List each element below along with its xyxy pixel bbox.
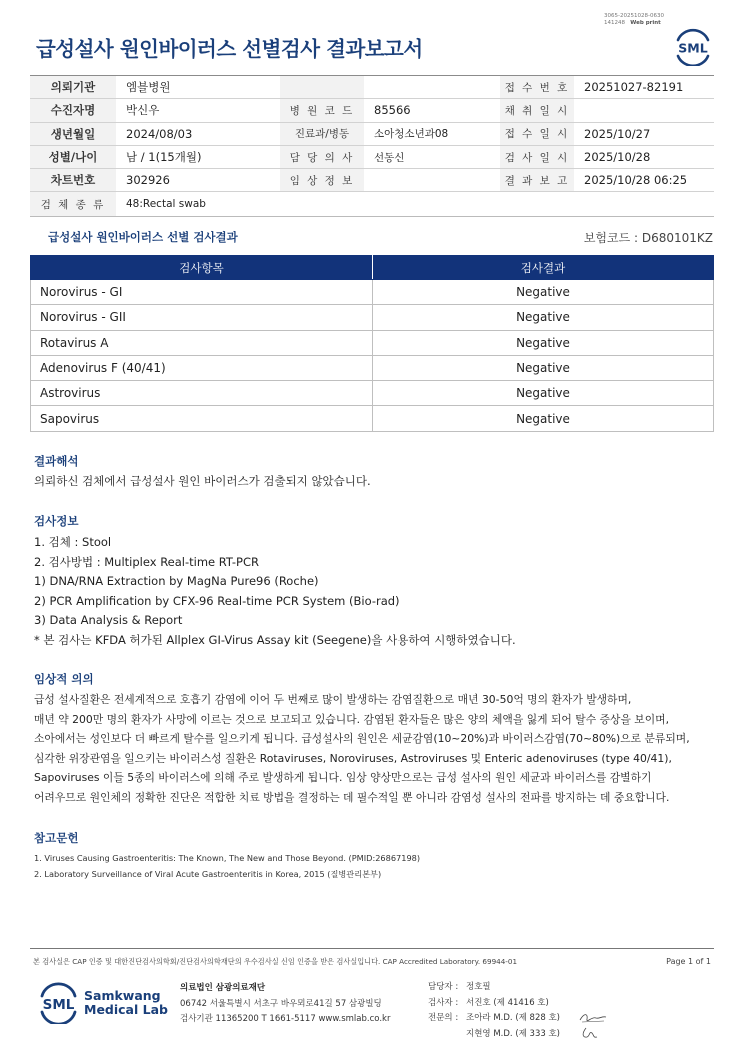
value-receipt-date: 2025/10/27 <box>584 126 651 141</box>
value-patient-name: 박신우 <box>126 103 160 118</box>
footer-logo-text: SML <box>42 997 75 1013</box>
info-row <box>30 146 714 169</box>
value-hospital-code: 85566 <box>374 103 411 118</box>
test-item-name: Rotavirus A <box>31 330 373 355</box>
patient-info-table <box>30 75 714 217</box>
value-physician: 선동신 <box>374 151 405 164</box>
value-empty <box>364 76 500 98</box>
report-title: 급성설사 원인바이러스 선별검사 결과보고서 <box>36 37 423 61</box>
test-result: Negative <box>373 381 714 406</box>
test-info-line: 3) Data Analysis & Report <box>34 613 183 628</box>
label-physician: 담 당 의 사 <box>280 146 364 168</box>
test-info-line: 2. 검사방법 : Multiplex Real-time RT-PCR <box>34 554 259 569</box>
value-department: 소아청소년과08 <box>374 128 449 141</box>
test-result: Negative <box>373 406 714 431</box>
clinical-line: 심각한 위장관염을 일으키는 바이러스성 질환은 Rotaviruses, Noroviruses, Astroviruses 및 Enteric adenoviruses (type 40/41), <box>34 751 672 765</box>
info-row <box>30 169 714 192</box>
table-row <box>31 355 714 380</box>
brand-line1: Samkwang <box>84 988 161 1003</box>
page-number: Page 1 of 1 <box>666 957 711 966</box>
info-row <box>30 99 714 122</box>
test-info-list <box>34 533 516 651</box>
interpretation-text: 의뢰하신 검체에서 급성설사 원인 바이러스가 검출되지 않았습니다. <box>34 474 371 488</box>
staff-role: 검사자 : <box>428 997 459 1008</box>
column-header-result: 검사결과 <box>373 256 714 280</box>
reference-item: 1. Viruses Causing Gastroenteritis: The Known, The New and Those Beyond. (PMID:26867198) <box>34 853 421 863</box>
report-code <box>604 13 664 27</box>
test-item-name: Norovirus - GI <box>31 280 373 305</box>
test-result: Negative <box>373 330 714 355</box>
results-table <box>30 255 714 432</box>
test-item-name: Astrovirus <box>31 381 373 406</box>
signature-icon <box>578 1025 608 1041</box>
value-sex-age: 남 / 1(15개월) <box>126 150 202 165</box>
sml-logo-icon <box>672 26 714 66</box>
clinical-line: 급성 설사질환은 전세계적으로 호흡기 감염에 이어 두 번째로 많이 발생하는 감염질환으로 매년 30-50억 명의 환자가 발생하며, <box>34 693 632 706</box>
label-birth-date: 생년월일 <box>30 123 116 145</box>
table-row <box>31 381 714 406</box>
label-empty <box>280 76 364 98</box>
staff-name: 서진호 (제 41416 호) <box>466 997 549 1008</box>
clinical-heading: 임상적 의의 <box>34 672 94 686</box>
info-row <box>30 123 714 146</box>
report-code-line2: 141248 <box>604 20 625 26</box>
value-chart-number: 302926 <box>126 173 170 188</box>
test-info-heading: 검사정보 <box>34 514 79 528</box>
brand-line2: Medical Lab <box>84 1002 168 1017</box>
corporate-contact: 검사기관 11365200 T 1661-5117 www.smlab.co.kr <box>180 1014 391 1024</box>
label-patient-name: 수진자명 <box>30 99 116 121</box>
label-requesting-org: 의뢰기관 <box>30 76 116 98</box>
info-row <box>30 192 714 215</box>
references-heading: 참고문헌 <box>34 831 79 845</box>
label-hospital-code: 병 원 코 드 <box>280 99 364 121</box>
label-receipt-date: 접 수 일 시 <box>500 123 574 145</box>
insurance-code: 보험코드 : D680101KZ <box>583 231 713 245</box>
label-collection-date: 채 취 일 시 <box>500 99 574 121</box>
staff-role: 담당자 : <box>428 982 459 992</box>
staff-list <box>428 980 560 1042</box>
test-info-line: 2) PCR Amplification by CFX-96 Real-time PCR System (Bio-rad) <box>34 593 400 608</box>
test-info-line: 1. 검체 : Stool <box>34 535 112 549</box>
results-header-row <box>31 256 714 280</box>
clinical-line: 소아에서는 성인보다 더 빠르게 탈수를 일으키게 됩니다. 급성설사의 원인은 세균감염(10~20%)과 바이러스감염(70~80%)으로 분류되며, <box>34 732 690 746</box>
value-specimen-type: 48:Rectal swab <box>126 198 206 211</box>
corporate-info <box>180 981 390 1028</box>
label-receipt-number: 접 수 번 호 <box>500 76 574 98</box>
staff-row <box>428 1027 560 1043</box>
test-item-name: Sapovirus <box>31 406 373 431</box>
label-sex-age: 성별/나이 <box>30 146 116 168</box>
report-code-line1: 3065-20251028-0630 <box>604 13 664 19</box>
staff-role: 전문의 : <box>428 1013 459 1024</box>
print-label: Web print <box>630 20 661 26</box>
table-row <box>31 305 714 330</box>
table-row <box>31 280 714 305</box>
results-section-title: 급성설사 원인바이러스 선별 검사결과 <box>48 230 238 244</box>
signature-icon <box>578 1010 608 1026</box>
staff-role <box>428 1027 466 1043</box>
staff-row <box>428 1011 560 1027</box>
brand-name <box>84 989 168 1017</box>
table-row <box>31 406 714 431</box>
clinical-line: 어려우므로 원인체의 정확한 진단은 적합한 치료 방법을 결정하는 데 필수적일 뿐 아니라 감염성 설사의 전파를 방지하는 데 중요합니다. <box>34 790 670 804</box>
label-specimen-type: 검 체 종 류 <box>30 192 116 215</box>
value-clinical-info <box>364 169 500 191</box>
value-birth-date: 2024/08/03 <box>126 126 193 141</box>
sml-footer-logo-icon <box>36 980 81 1024</box>
label-department: 진료과/병동 <box>280 123 364 145</box>
interpretation-heading: 결과해석 <box>34 454 79 468</box>
test-item-name: Norovirus - GII <box>31 305 373 330</box>
references-list <box>34 851 420 882</box>
test-item-name: Adenovirus F (40/41) <box>31 355 373 380</box>
staff-name: 정호필 <box>466 982 491 992</box>
value-receipt-number: 20251027-82191 <box>584 80 684 95</box>
table-row <box>31 330 714 355</box>
staff-row <box>428 996 560 1012</box>
corporate-address: 06742 서울특별시 서초구 바우뫼로41길 57 삼광빌딩 <box>180 998 382 1009</box>
label-chart-number: 차트번호 <box>30 169 116 191</box>
staff-name: 지현영 M.D. (제 333 호) <box>466 1028 561 1039</box>
value-requesting-org: 엠블병원 <box>126 80 171 95</box>
value-test-date: 2025/10/28 <box>584 150 651 165</box>
column-header-item: 검사항목 <box>31 256 373 280</box>
footer-divider <box>30 948 714 949</box>
clinical-line: Sapoviruses 이들 5종의 바이러스에 의해 주로 발생하게 됩니다. 임상 양상만으로는 급성 설사의 원인 세균과 바이러스를 감별하기 <box>34 771 652 785</box>
test-info-line: 1) DNA/RNA Extraction by MagNa Pure96 (Roche) <box>34 574 319 589</box>
info-row <box>30 76 714 99</box>
value-report-date: 2025/10/28 06:25 <box>584 173 688 188</box>
staff-name: 조아라 M.D. (제 828 호) <box>466 1013 561 1024</box>
corporate-name: 의료법인 삼광의료재단 <box>180 983 266 993</box>
test-result: Negative <box>373 355 714 380</box>
label-report-date: 결 과 보 고 <box>500 169 574 191</box>
logo-text: SML <box>678 40 708 56</box>
test-info-line: * 본 검사는 KFDA 허가된 Allplex GI-Virus Assay kit (Seegene)을 사용하여 시행하였습니다. <box>34 632 516 647</box>
staff-row <box>428 980 560 996</box>
reference-item: 2. Laboratory Surveillance of Viral Acute Gastroenteritis in Korea, 2015 (질병관리본부) <box>34 868 382 879</box>
certification-note: 본 검사실은 CAP 인증 및 대한진단검사의학회/진단검사의학재단의 우수검사실 신임 인증을 받은 검사실입니다. CAP Accredited Laboratory. 69944-01 <box>33 957 518 966</box>
label-test-date: 검 사 일 시 <box>500 146 574 168</box>
value-collection-date <box>574 99 714 121</box>
test-result: Negative <box>373 305 714 330</box>
clinical-line: 매년 약 200만 명의 환자가 사망에 이르는 것으로 보고되고 있습니다. 감염된 환자들은 많은 양의 체액을 잃게 되어 탈수 증상을 보이며, <box>34 712 670 726</box>
test-result: Negative <box>373 280 714 305</box>
label-clinical-info: 임 상 정 보 <box>280 169 364 191</box>
clinical-text <box>34 690 690 808</box>
